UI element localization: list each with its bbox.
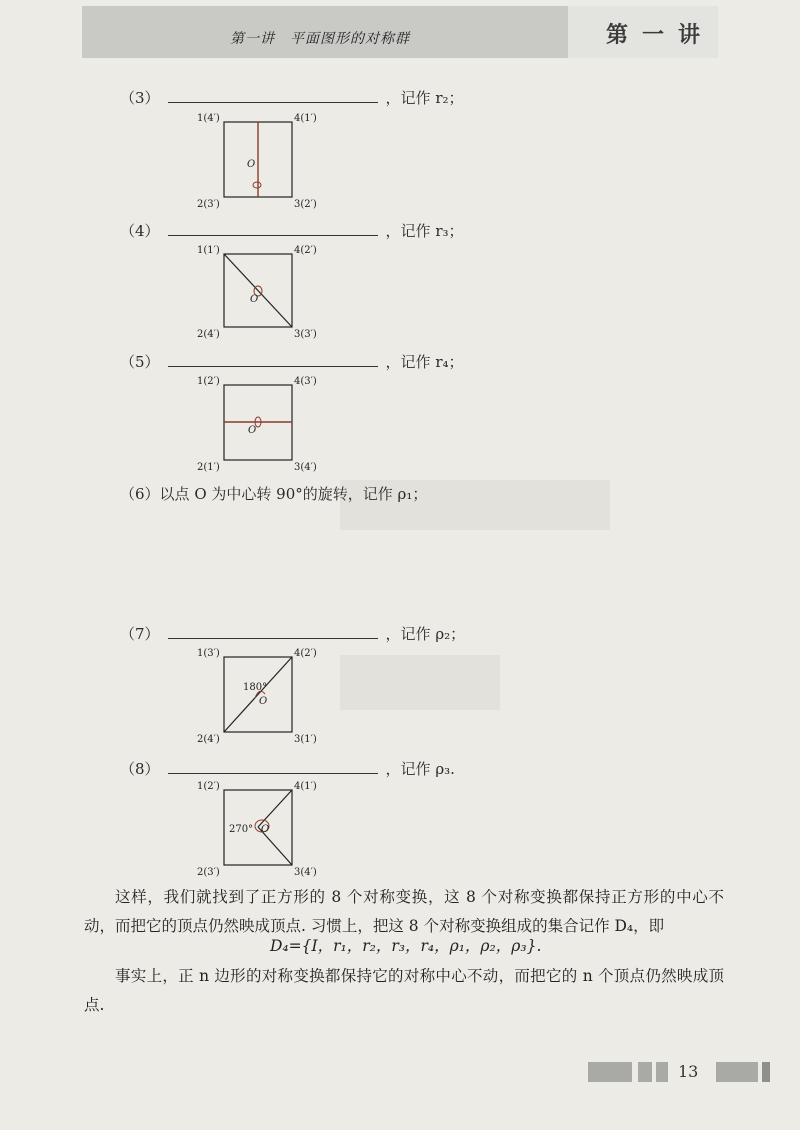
vertex-label: 3(4′)	[294, 867, 317, 878]
center-label: O	[248, 425, 257, 436]
vertex-label: 3(1′)	[294, 734, 317, 745]
center-label: O	[250, 294, 259, 305]
paragraph-summary: 这样，我们就找到了正方形的 8 个对称变换，这 8 个对称变换都保持正方形的中心不动，而把它的顶点仍然映成顶点. 习惯上，把这 8 个对称变换组成的集合记作 D₄，即	[84, 888, 724, 935]
vertex-label: 4(2′)	[294, 245, 317, 256]
item-suffix: ，记作 ρ₂；	[385, 625, 466, 643]
vertex-label: 1(2′)	[197, 376, 220, 387]
page-header	[82, 6, 718, 58]
footer-bar	[716, 1062, 758, 1082]
bleed-through-block	[340, 655, 500, 710]
chapter-tab-label: 第一讲	[606, 23, 715, 48]
footer-bar	[656, 1062, 668, 1082]
item-suffix: ，记作 r₄；	[385, 353, 464, 371]
square-figure-8	[195, 780, 335, 880]
item-4	[120, 220, 464, 241]
item-number: （8）	[120, 760, 160, 778]
vertex-label: 1(2′)	[197, 781, 220, 792]
vertex-label: 1(3′)	[197, 648, 220, 659]
square-figure-4	[195, 244, 325, 344]
item-5	[120, 351, 464, 372]
item-7	[120, 623, 465, 644]
item-3	[120, 87, 464, 108]
footer-bar	[588, 1062, 632, 1082]
item-suffix: ，记作 ρ₃.	[385, 760, 455, 778]
item-8	[120, 758, 455, 779]
footer-bar	[638, 1062, 652, 1082]
chapter-title: 第一讲 平面图形的对称群	[230, 31, 410, 47]
vertex-label: 4(1′)	[294, 781, 317, 792]
center-label: O	[261, 824, 270, 835]
vertex-label: 2(4′)	[197, 329, 220, 340]
square-figure-5	[195, 375, 325, 475]
vertex-label: 1(1′)	[197, 245, 220, 256]
center-label: O	[247, 159, 256, 170]
angle-label: 270°	[229, 824, 254, 835]
vertex-label: 3(4′)	[294, 462, 317, 473]
vertex-label: 2(3′)	[197, 199, 220, 210]
vertex-label: 2(1′)	[197, 462, 220, 473]
item-6	[120, 483, 427, 504]
answer-blank	[168, 234, 378, 236]
chapter-tab	[568, 6, 718, 58]
item-suffix: ，记作 r₂；	[385, 89, 464, 107]
item-number: （5）	[120, 353, 160, 371]
paragraph-note: 事实上，正 n 边形的对称变换都保持它的对称中心不动，而把它的 n 个顶点仍然映成顶点.	[84, 967, 724, 1014]
answer-blank	[168, 637, 378, 639]
vertex-label: 1(4′)	[197, 113, 220, 124]
answer-blank	[168, 101, 378, 103]
vertex-label: 3(3′)	[294, 329, 317, 340]
vertex-label: 3(2′)	[294, 199, 317, 210]
item-number: （4）	[120, 222, 160, 240]
vertex-label: 2(4′)	[197, 734, 220, 745]
vertex-label: 4(1′)	[294, 113, 317, 124]
vertex-label: 4(2′)	[294, 648, 317, 659]
answer-blank	[168, 365, 378, 367]
vertex-label: 4(3′)	[294, 376, 317, 387]
formula-d4: D₄={I，r₁，r₂，r₃，r₄，ρ₁，ρ₂，ρ₃}.	[270, 937, 542, 955]
center-label: O	[259, 696, 268, 707]
angle-label: 180°	[243, 682, 268, 693]
item-number: （6）	[120, 485, 160, 503]
item-number: （7）	[120, 625, 160, 643]
item-suffix: ，记作 r₃；	[385, 222, 464, 240]
item-text: 以点 O 为中心转 90°的旋转，记作 ρ₁；	[159, 485, 428, 503]
page-number: 13	[678, 1062, 699, 1081]
vertex-label: 2(3′)	[197, 867, 220, 878]
item-number: （3）	[120, 89, 160, 107]
footer-bar	[762, 1062, 770, 1082]
answer-blank	[168, 772, 378, 774]
square-figure-7	[195, 647, 335, 747]
square-figure-3	[195, 112, 325, 212]
